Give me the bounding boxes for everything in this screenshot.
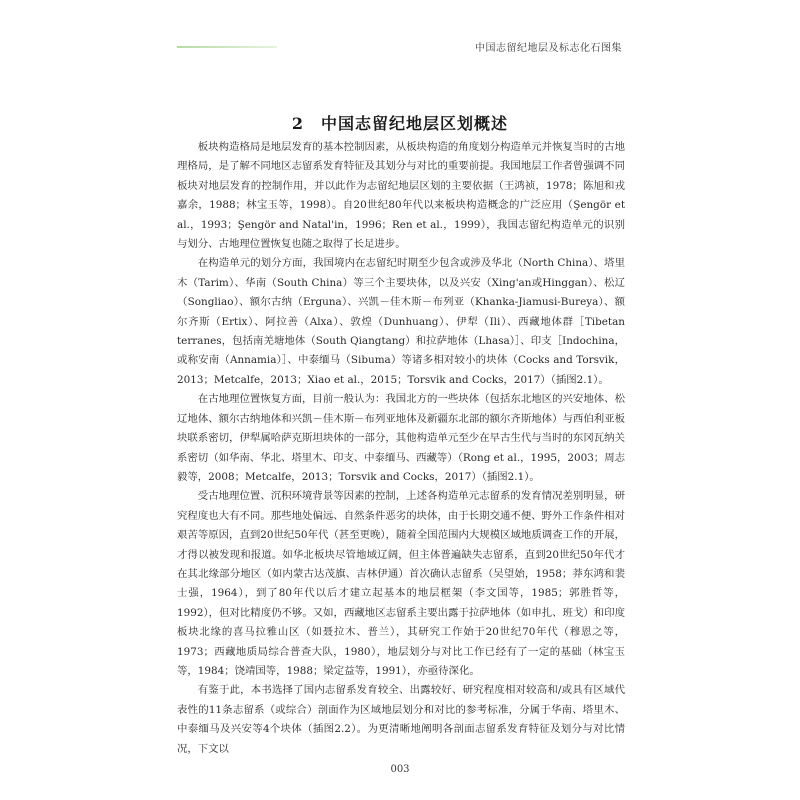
chapter-title: 2 中国志留纪地层区划概述 — [291, 113, 509, 133]
paragraph: 板块构造格局是地层发育的基本控制因素，从板块构造的角度划分构造单元并恢复当时的古地理格局，是了解不同地区志留系发育特征及其划分与对比的重要前提。我国地层工作者曾强调不同板块对地层发育的控制作用，并以此作为志留纪地层区划的主要依据（王鸿祯，1978；陈旭和戎嘉余，1988；林宝玉等，1998）。自20世纪80年代以来板块构造概念的广泛应用（Şengör et al.，1993；Şengör and Natal'in，1996；Ren et al.，1999），我国志留纪构造单元的识别与划分、古地理位置恢复也随之取得了长足进步。 — [177, 141, 625, 251]
page-number: 003 — [390, 764, 410, 775]
paragraph: 有鉴于此，本书选择了国内志留系发育较全、出露较好、研究程度相对较高和/或具有区域代表性的11条志留系（或综合）剖面作为区域地层划分和对比的参考标准，分属于华南、塔里木、中泰缅马及兴安等4个块体（插图2.2）。为更清晰地阐明各剖面志留系发育特征及划分与对比情况，下文以 — [177, 684, 625, 755]
paragraph: 在古地理位置恢复方面，目前一般认为：我国北方的一些块体（包括东北地区的兴安地体、松辽地体、额尔古纳地体和兴凯－佳木斯－布列亚地体及新疆东北部的额尔齐斯地体）与西伯利亚板块联系密切，伊犁属哈萨克斯坦块体的一部分，其他构造单元至少在早古生代与当时的东冈瓦纳关系密切（如华南、华北、塔里木、印支、中泰缅马、西藏等）（Rong et al.，1995，2003；周志毅等，2008；Metcalfe，2013；Torsvik and Cocks，2017）（插图2.1）。 — [177, 393, 625, 483]
header-accent-line — [177, 46, 277, 48]
body-text — [177, 138, 625, 759]
running-header-title: 中国志留纪地层及标志化石图集 — [475, 43, 622, 54]
paragraph: 在构造单元的划分方面，我国境内在志留纪时期至少包含或涉及华北（North China）、塔里木（Tarim）、华南（South China）等三个主要块体，以及兴安（Xing'an或Hinggan）、松辽（Songliao）、额尔古纳（Erguna）、兴凯－佳木斯－布列亚（Khanka-Jiamusi-Bureya）、额尔齐斯（Ertix）、阿拉善（Alxa）、敦煌（Dunhuang）、伊犁（Ili）、西藏地体群［Tibetan terranes，包括南羌塘地体（South Qiangtang）和拉萨地体（Lhasa）］、印支［Indochina，或称安南（Annamia）］、中泰缅马（Sibuma）等诸多相对较小的块体（Cocks and Torsvik，2013；Metcalfe，2013；Xiao et al.，2015；Torsvik and Cocks，2017）（插图2.1）。 — [177, 257, 625, 386]
paragraph: 受古地理位置、沉积环境背景等因素的控制，上述各构造单元志留系的发育情况差别明显，研究程度也大有不同。那些地处偏远、自然条件恶劣的块体，由于长期交通不便、野外工作条件相对艰苦等原因，直到20世纪50年代（甚至更晚），随着全国范围内大规模区域地质调查工作的开展，才得以被发现和报道。如华北板块尽管地域辽阔，但主体普遍缺失志留系，直到20世纪50年代才在其北缘部分地区（如内蒙古达茂旗、吉林伊通）首次确认志留系（吴望始，1958；莽东鸿和裴士强，1964），到了80年代以后才建立起基本的地层框架（李文国等，1985；郭胜哲等，1992），但对比精度仍不够。又如，西藏地区志留系主要出露于拉萨地体（如申扎、班戈）和印度板块北缘的喜马拉雅山区（如聂拉木、普兰），其研究工作始于20世纪70年代（穆恩之等，1973；西藏地质局综合普查大队，1980），地层划分与对比工作已经有了一定的基础（林宝玉等，1984；饶靖国等，1988；梁定益等，1991），亦亟待深化。 — [177, 490, 625, 677]
